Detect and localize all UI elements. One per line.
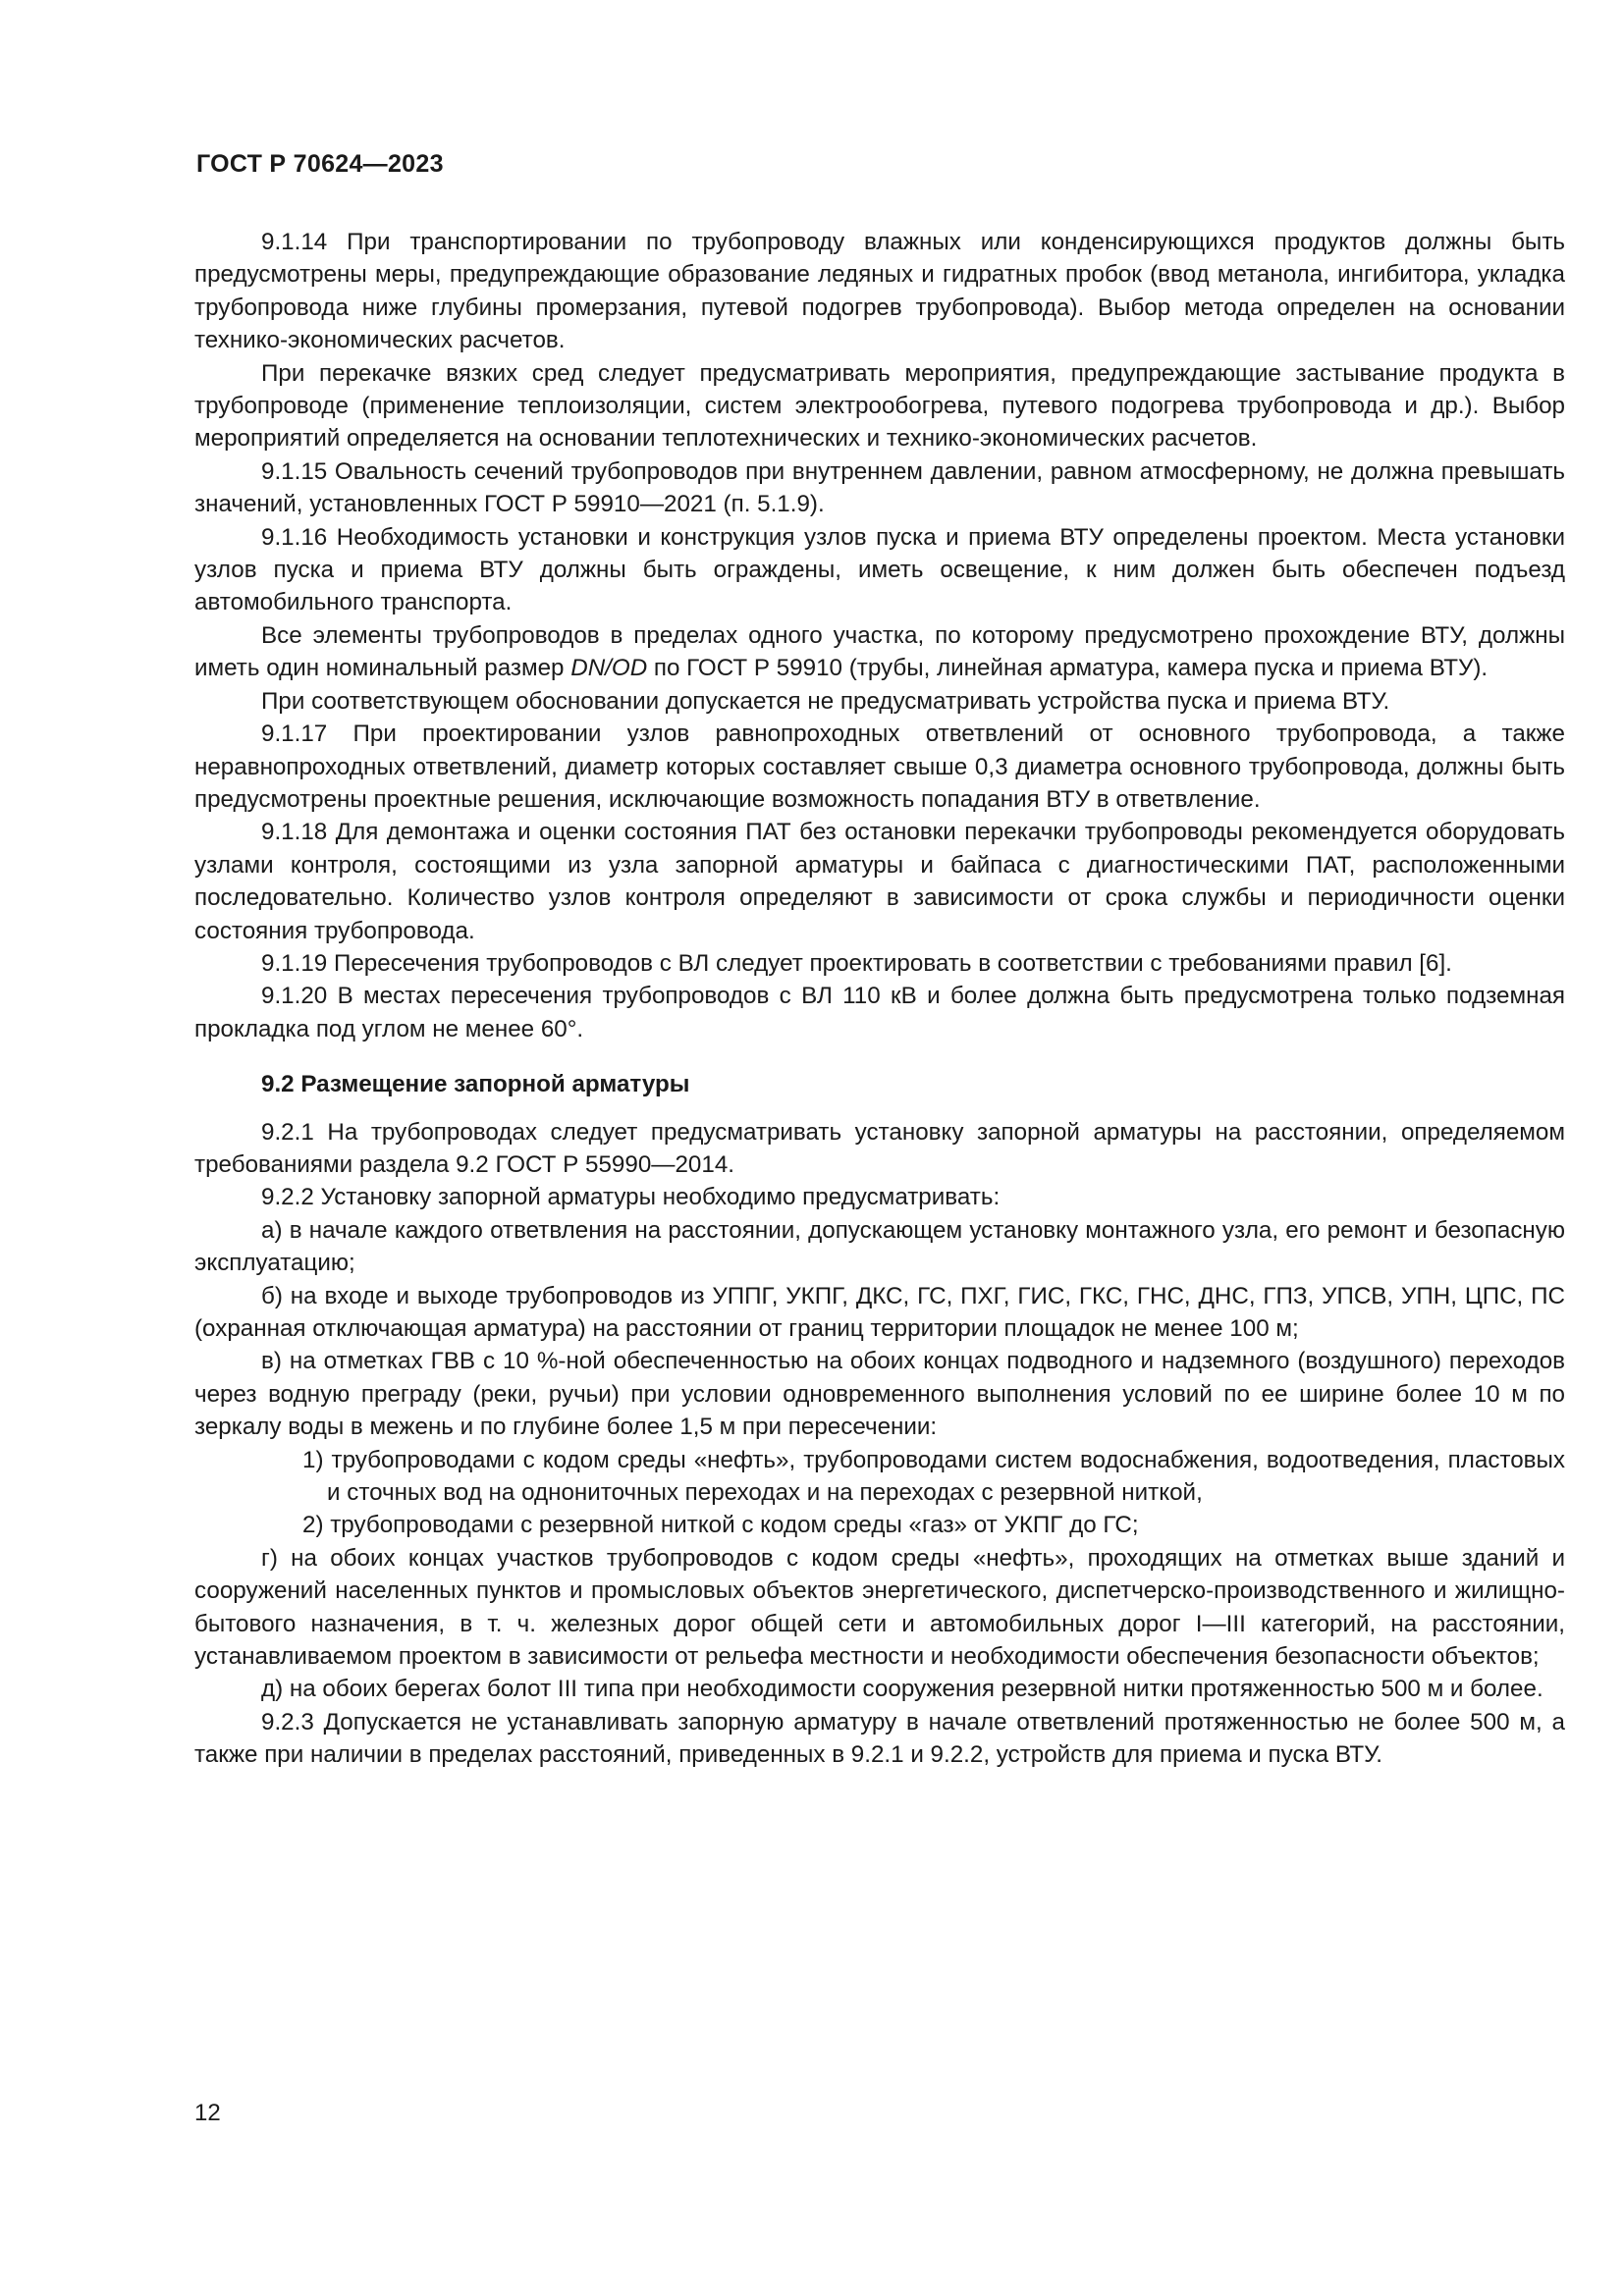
paragraph-9-2-1: 9.2.1 На трубопроводах следует предусматривать установку запорной арматуры на расстоянии, определяемом требованиями раздела 9.2 ГОСТ Р 55990—2014. — [194, 1118, 1565, 1178]
paragraph-9-1-14: 9.1.14 При транспортировании по трубопроводу влажных или конденсирующихся продуктов должны быть предусмотрены меры, предупреждающие образование ледяных и гидратных пробок (ввод метанола, ингибитора, укладка трубопровода ниже глубины промерзания, путевой подогрев трубопровода). Выбор метода определен на основании технико-экономических расчетов. — [194, 229, 1565, 354]
document-header: ГОСТ Р 70624—2023 — [196, 150, 444, 178]
paragraph-all-elements-part1: Все элементы трубопроводов в пределах одного участка, по которому предусмотрено прохождение ВТУ, должны иметь один номинальный размер — [194, 621, 1565, 682]
list-subitem-2: 2) трубопроводами с резервной ниткой с кодом среды «газ» от УКПГ до ГС; — [302, 1512, 1139, 1539]
page-number: 12 — [194, 2100, 221, 2126]
section-heading-9-2: 9.2 Размещение запорной арматуры — [261, 1071, 690, 1098]
paragraph-9-1-20: 9.1.20 В местах пересечения трубопроводов с ВЛ 110 кВ и более должна быть предусмотрена только подземная прокладка под углом не менее 60°. — [194, 983, 1565, 1042]
dn-od-term: DN/OD — [570, 655, 648, 682]
paragraph-justification: При соответствующем обосновании допускается не предусматривать устройства пуска и приема ВТУ. — [261, 687, 1390, 715]
paragraph-9-1-17: 9.1.17 При проектировании узлов равнопроходных ответвлений от основного трубопровода, а также неравнопроходных ответвлений, диаметр которых составляет свыше 0,3 диаметра основного трубопровода, должны быть предусмотрены проектные решения, исключающие возможность попадания ВТУ в ответвление. — [194, 721, 1565, 813]
paragraph-9-1-19: 9.1.19 Пересечения трубопроводов с ВЛ следует проектировать в соответствии с требованиями правил [6]. — [261, 949, 1452, 977]
paragraph-all-elements — [194, 619, 1565, 685]
paragraph-viscous-media: При перекачке вязких сред следует предусматривать мероприятия, предупреждающие застывание продукта в трубопроводе (применение теплоизоляции, систем электрообогрева, путевого подогрева трубопровода и др.). Выбор мероприятий определяется на основании теплотехнических и технико-экономических расчетов. — [194, 359, 1565, 453]
paragraph-9-1-15: 9.1.15 Овальность сечений трубопроводов при внутреннем давлении, равном атмосферному, не должна превышать значений, установленных ГОСТ Р 59910—2021 (п. 5.1.9). — [194, 457, 1565, 518]
paragraph-9-2-2: 9.2.2 Установку запорной арматуры необходимо предусматривать: — [261, 1184, 1001, 1211]
list-item-a: а) в начале каждого ответвления на расстоянии, допускающем установку монтажного узла, его ремонт и безопасную эксплуатацию; — [194, 1216, 1565, 1277]
list-item-v: в) на отметках ГВВ с 10 %-ной обеспеченностью на обоих концах подводного и надземного (воздушного) переходов через водную преграду (реки, ручьи) при условии одновременного выполнения условий по ее ширине более 10 м по зеркалу воды в межень и по глубине более 1,5 м при пересечении: — [194, 1348, 1565, 1441]
paragraph-9-1-18: 9.1.18 Для демонтажа и оценки состояния ПАТ без остановки перекачки трубопроводы рекомендуется оборудовать узлами контроля, состоящими из узла запорной арматуры и байпаса с диагностическими ПАТ, расположенными последовательно. Количество узлов контроля определяют в зависимости от срока службы и периодичности оценки состояния трубопровода. — [194, 819, 1565, 944]
paragraph-all-elements-part2: по ГОСТ Р 59910 (трубы, линейная арматура, камера пуска и приема ВТУ). — [647, 655, 1489, 682]
document-body — [194, 226, 1565, 1772]
list-item-b: б) на входе и выходе трубопроводов из УППГ, УКПГ, ДКС, ГС, ПХГ, ГИС, ГКС, ГНС, ДНС, ГПЗ, УПСВ, УПН, ЦПС, ПС (охранная отключающая арматура) на расстоянии от границ территории площадок не менее 100 м; — [194, 1282, 1565, 1342]
paragraph-9-2-3: 9.2.3 Допускается не устанавливать запорную арматуру в начале ответвлений протяженностью не более 500 м, а также при наличии в пределах расстояний, приведенных в 9.2.1 и 9.2.2, устройств для приема и пуска ВТУ. — [194, 1708, 1565, 1769]
list-item-g: г) на обоих концах участков трубопроводов с кодом среды «нефть», проходящих на отметках выше зданий и сооружений населенных пунктов и промысловых объектов энергетического, диспетчерско-производственного и жилищно-бытового назначения, в т. ч. железных дорог общей сети и автомобильных дорог I—III категорий, на расстоянии, устанавливаемом проектом в зависимости от рельефа местности и необходимости обеспечения безопасности объектов; — [194, 1544, 1565, 1671]
paragraph-9-1-16: 9.1.16 Необходимость установки и конструкция узлов пуска и приема ВТУ определены проектом. Места установки узлов пуска и приема ВТУ должны быть ограждены, иметь освещение, к ним должен быть обеспечен подъезд автомобильного транспорта. — [194, 523, 1565, 616]
list-subitem-1: 1) трубопроводами с кодом среды «нефть», трубопроводами систем водоснабжения, водоотведения, пластовых и сточных вод на однониточных переходах и на переходах с резервной ниткой, — [302, 1446, 1565, 1507]
list-item-d: д) на обоих берегах болот III типа при необходимости сооружения резервной нитки протяженностью 500 м и более. — [261, 1676, 1543, 1703]
